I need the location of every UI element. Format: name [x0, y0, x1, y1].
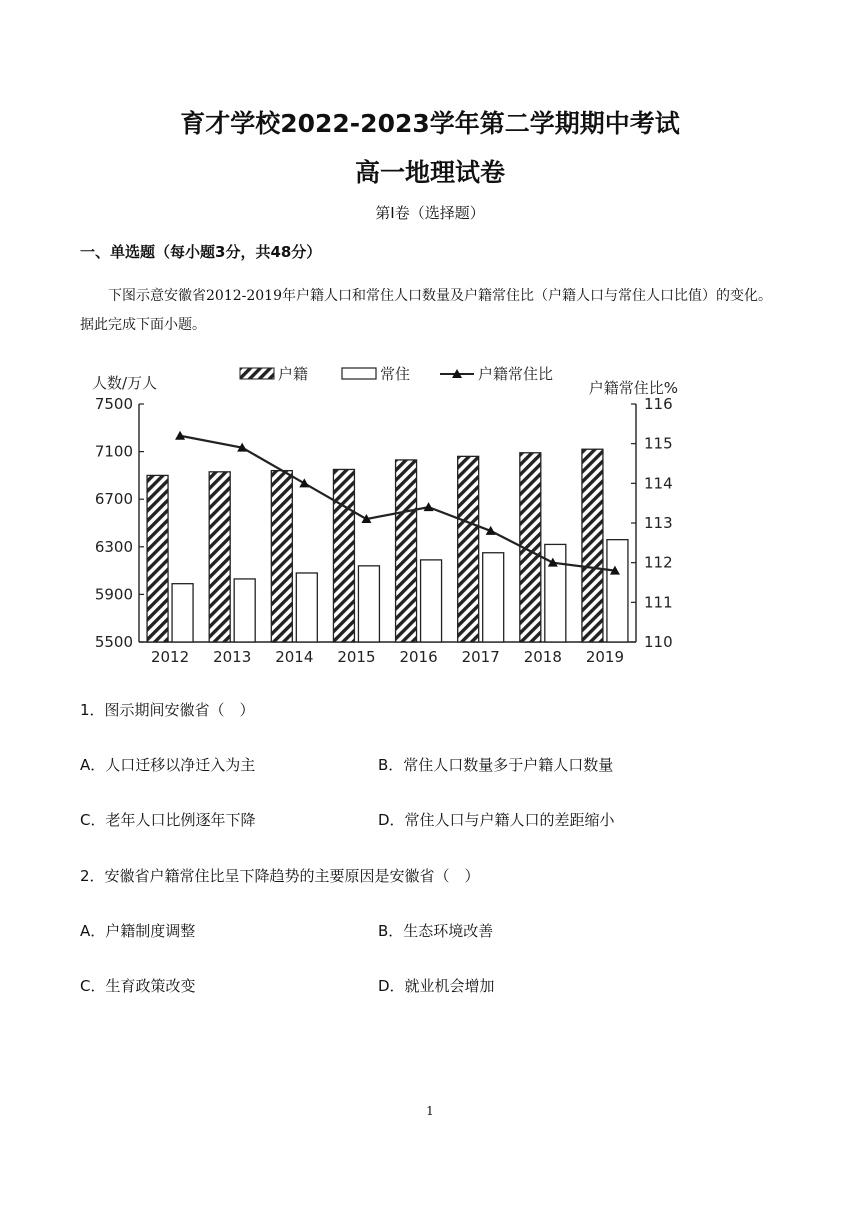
bar-changzhu — [234, 579, 255, 642]
ratio-point — [175, 431, 185, 440]
legend-swatch-huji — [240, 368, 274, 379]
bar-changzhu — [483, 553, 504, 642]
bar-changzhu — [607, 540, 628, 642]
x-tick-label: 2017 — [461, 648, 500, 666]
exam-title: 育才学校2022-2023学年第二学期期中考试 — [180, 109, 680, 138]
ratio-point — [424, 502, 434, 511]
y-tick-label: 6700 — [94, 490, 133, 509]
y2-tick-label: 111 — [644, 593, 673, 612]
y2-tick-label: 110 — [644, 633, 673, 651]
bar-huji — [333, 469, 354, 642]
intro-paragraph: 下图示意安徽省2012-2019年户籍人口和常住人口数量及户籍常住比（户籍人口与常住人口比值）的变化。据此完成下面小题。 — [80, 288, 772, 333]
y-tick-label: 5900 — [94, 585, 133, 604]
question-1-option-a: A．人口迁移以净迁入为主 — [80, 756, 256, 774]
part-heading: 第Ⅰ卷（选择题） — [375, 204, 485, 222]
question-1-stem: 1．图示期间安徽省（ ） — [80, 701, 255, 719]
exam-subtitle: 高一地理试卷 — [354, 158, 505, 187]
legend-swatch-changzhu — [342, 368, 376, 379]
bar-huji — [396, 460, 417, 642]
ratio-point — [299, 478, 309, 487]
x-tick-label: 2015 — [337, 648, 376, 666]
y-axis-title: 人数/万人 — [92, 374, 158, 392]
bar-changzhu — [358, 566, 379, 642]
question-2-option-a: A．户籍制度调整 — [80, 922, 196, 940]
question-2-option-d: D．就业机会增加 — [378, 977, 495, 995]
y2-tick-label: 114 — [644, 474, 673, 493]
page-number: 1 — [426, 1104, 434, 1118]
population-chart — [80, 358, 690, 673]
bar-huji — [458, 456, 479, 642]
question-2-option-b: B．生态环境改善 — [378, 922, 494, 940]
y-tick-label: 5500 — [94, 633, 133, 651]
x-tick-label: 2014 — [275, 648, 314, 666]
question-2-option-c: C．生育政策改变 — [80, 977, 196, 995]
bar-huji — [209, 472, 230, 642]
bar-changzhu — [296, 573, 317, 642]
y2-axis-title: 户籍常住比% — [588, 379, 678, 397]
chart-svg — [80, 358, 690, 673]
y-tick-label: 7500 — [94, 395, 133, 413]
legend-label-ratio: 户籍常住比 — [478, 365, 554, 383]
bar-changzhu — [421, 560, 442, 642]
y-tick-label: 7100 — [94, 442, 133, 461]
y2-tick-label: 116 — [644, 395, 673, 413]
y2-tick-label: 112 — [644, 553, 673, 572]
y2-tick-label: 113 — [644, 514, 673, 532]
x-tick-label: 2018 — [523, 648, 562, 666]
bar-huji — [582, 449, 603, 642]
question-2-stem: 2．安徽省户籍常住比呈下降趋势的主要原因是安徽省（ ） — [80, 867, 480, 885]
x-tick-label: 2013 — [213, 648, 252, 666]
legend-label-huji: 户籍 — [278, 365, 309, 383]
x-tick-label: 2019 — [585, 648, 625, 666]
question-1-option-c: C．老年人口比例逐年下降 — [80, 811, 256, 829]
legend-label-changzhu: 常住 — [380, 365, 411, 383]
question-1-option-d: D．常住人口与户籍人口的差距缩小 — [378, 811, 615, 829]
bar-changzhu — [172, 584, 193, 642]
bar-huji — [271, 471, 292, 642]
section-heading: 一、单选题（每小题3分，共48分） — [80, 243, 322, 261]
x-tick-label: 2012 — [150, 648, 190, 666]
x-tick-label: 2016 — [399, 648, 438, 666]
question-1-option-b: B．常住人口数量多于户籍人口数量 — [378, 756, 614, 774]
bar-huji — [147, 475, 168, 642]
y-tick-label: 6300 — [94, 537, 133, 556]
y2-tick-label: 115 — [644, 434, 673, 453]
